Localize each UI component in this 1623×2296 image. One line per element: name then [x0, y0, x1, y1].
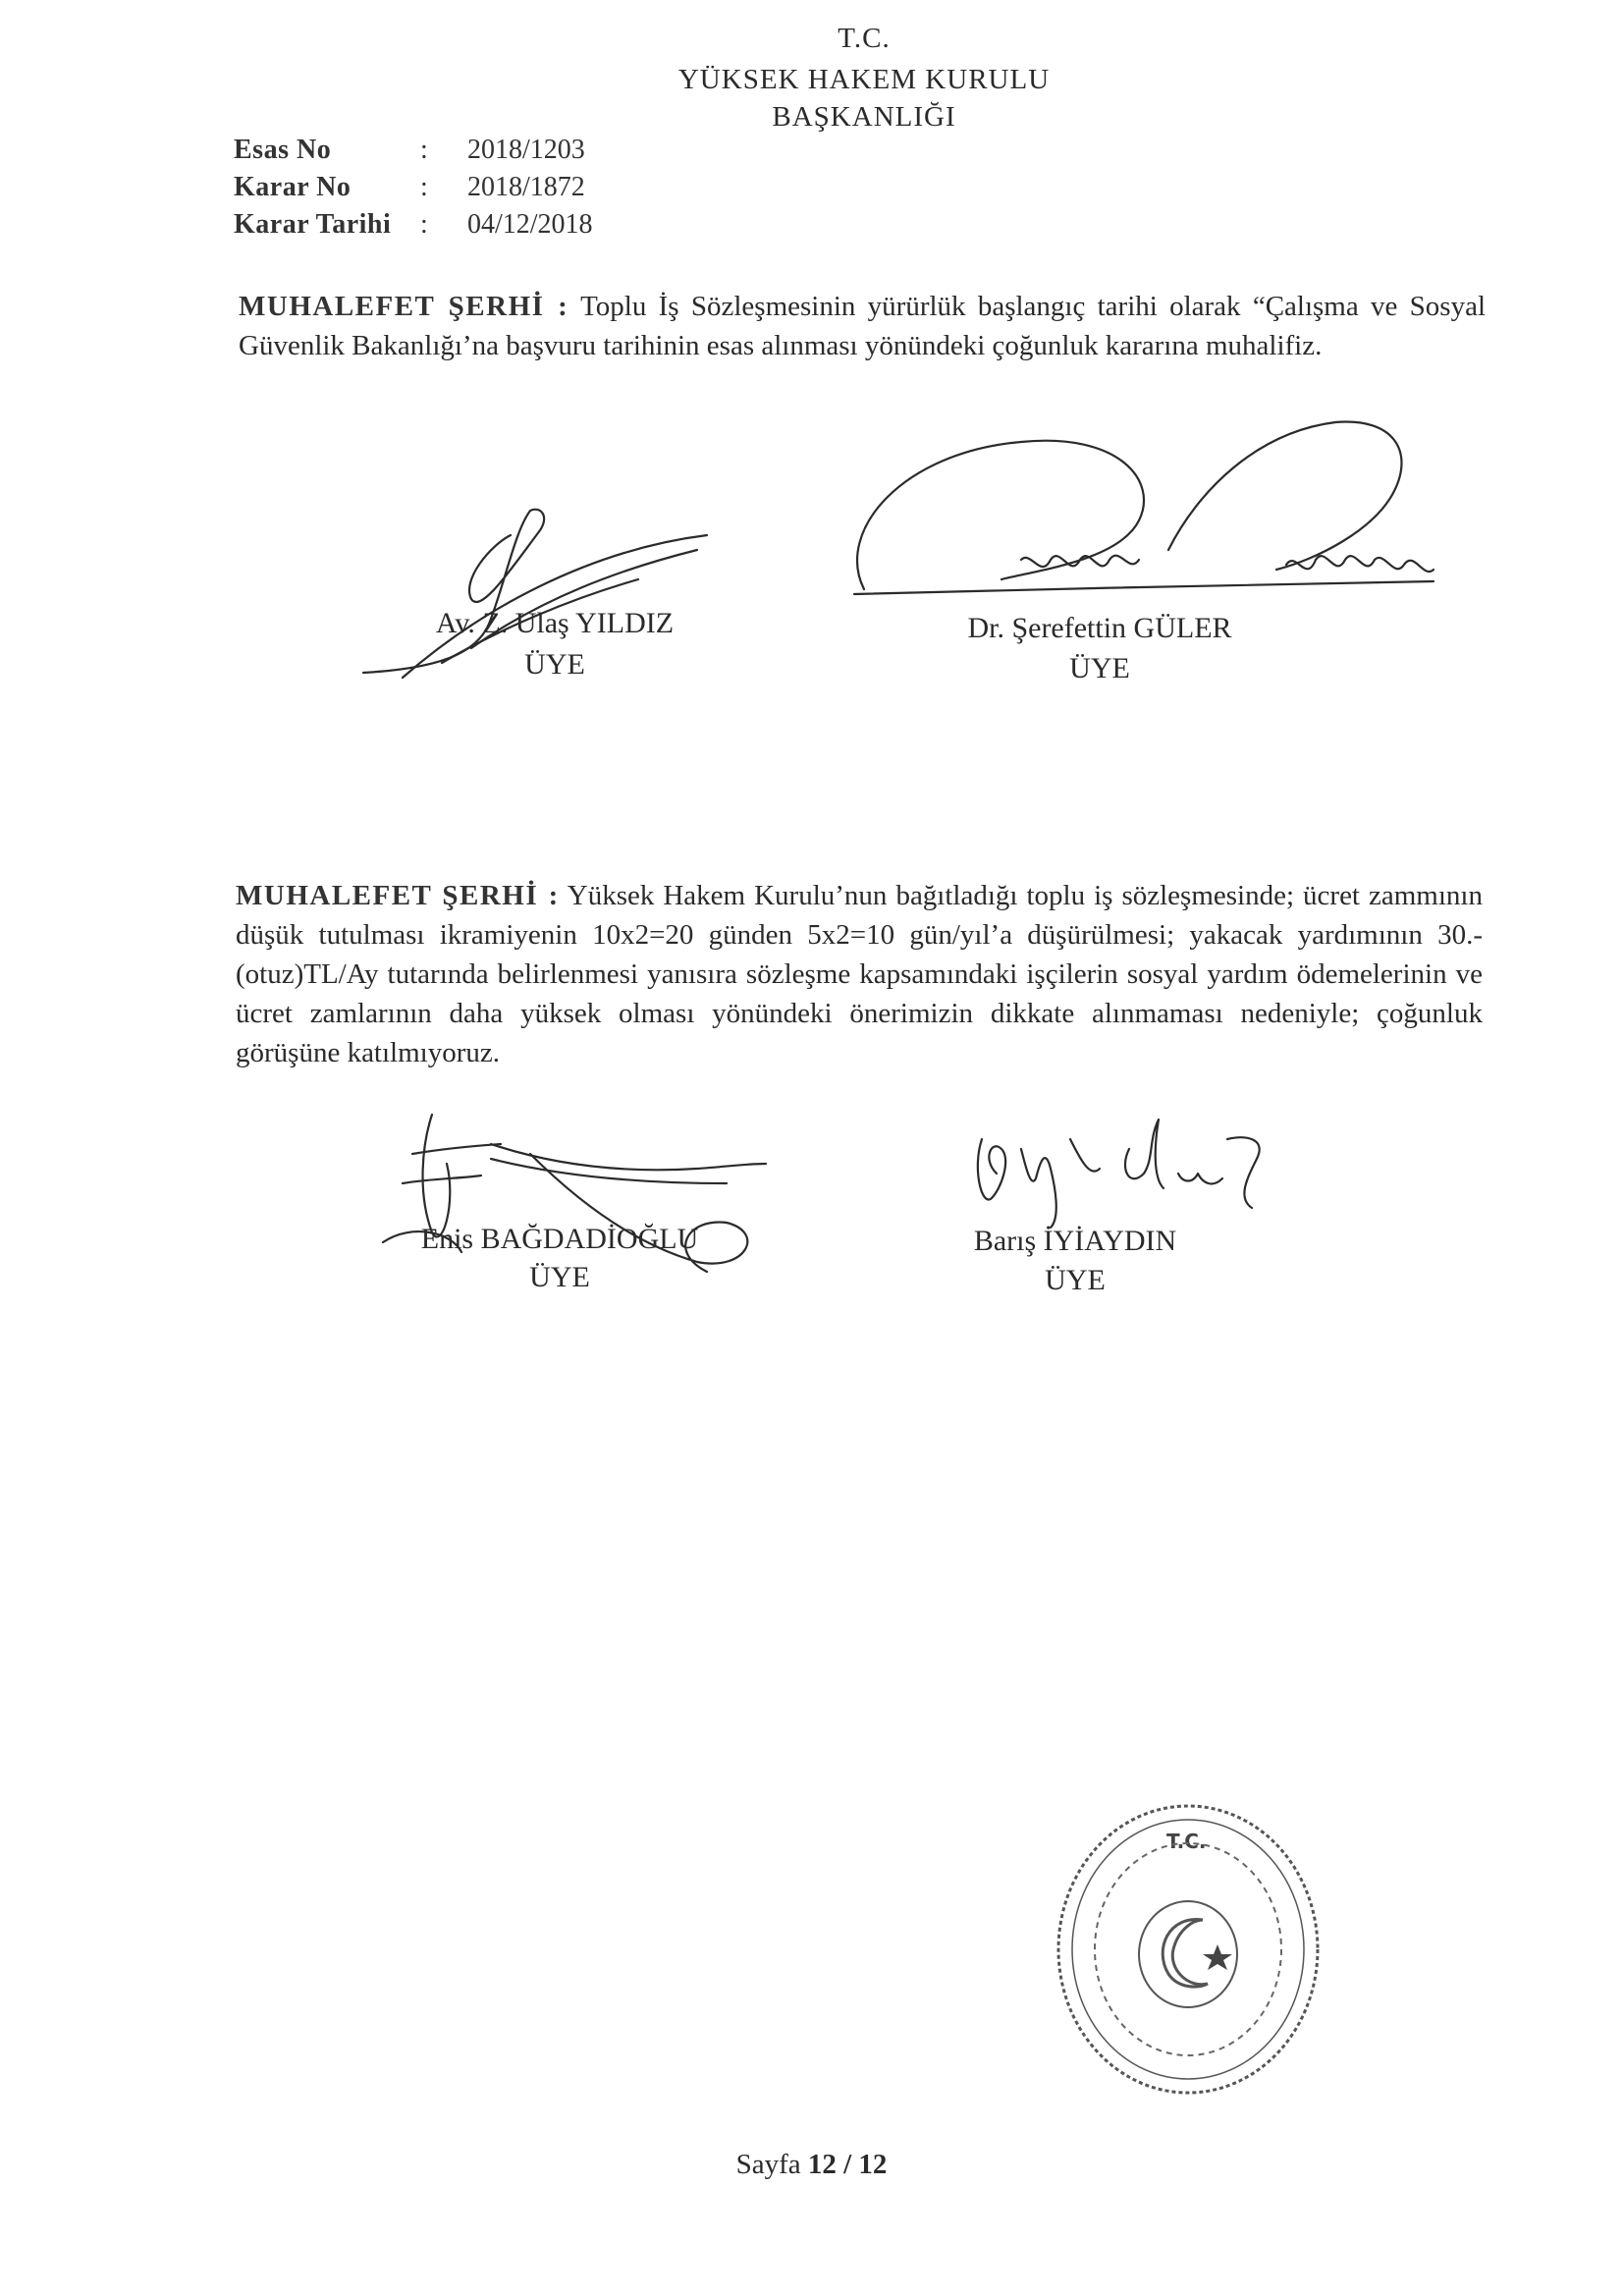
meta-row-esas — [234, 132, 593, 169]
official-seal-stamp — [1051, 1797, 1325, 2102]
meta-value: 04/12/2018 — [467, 209, 593, 240]
dissent-1-lead: MUHALEFET ŞERHİ : — [239, 291, 569, 322]
footer-prefix: Sayfa — [735, 2149, 801, 2180]
meta-sep: : — [420, 209, 428, 240]
signature-iyiaydin — [952, 1080, 1306, 1237]
dissent-2-lead: MUHALEFET ŞERHİ : — [236, 880, 560, 911]
signer-4-role: ÜYE — [1045, 1264, 1106, 1296]
seal-text: T.C. — [1166, 1830, 1207, 1853]
meta-row-tarih — [234, 206, 593, 244]
meta-value: 2018/1872 — [467, 172, 585, 202]
meta-block — [234, 132, 593, 244]
signer-3-name: Enis BAĞDADİOĞLU — [420, 1223, 699, 1255]
signer-4-name: Barış İYİAYDIN — [973, 1225, 1177, 1257]
meta-label: Karar Tarihi — [234, 209, 392, 240]
meta-label: Karar No — [234, 172, 352, 202]
header-institution: YÜKSEK HAKEM KURULU — [677, 64, 1051, 95]
page-footer — [0, 2149, 1623, 2181]
meta-sep: : — [420, 172, 428, 202]
meta-row-karar — [234, 169, 593, 206]
footer-page-number: 12 / 12 — [807, 2149, 888, 2180]
dissent-2 — [236, 876, 1483, 1072]
meta-sep: : — [420, 135, 428, 165]
header-tc: T.C. — [838, 23, 891, 54]
dissent-2-text: Yüksek Hakem Kurulu’nun bağıtladığı toplu iş sözleşmesinde; ücret zammının düşük tutulması ikramiyenin 10x2=20 günden 5x2=10 gün/yıl’a düşürülmesi; yakacak yardımının 30.-(otuz)TL/Ay tutarında belirlenmesi yanısıra sözleşme kapsamındaki işçilerin sosyal yardım ödemelerinin ve ücret zamlarının daha yüksek olması yönündeki önerimizin dikkate alınmaması nedeniyle; çoğunluk görüşüne katılmıyoruz. — [236, 880, 1483, 1068]
dissent-1 — [239, 287, 1486, 365]
signer-2-role: ÜYE — [1069, 652, 1130, 684]
signature-guler — [844, 412, 1473, 638]
dissent-1-text: Toplu İş Sözleşmesinin yürürlük başlangıç tarihi olarak “Çalışma ve Sosyal Güvenlik Bakanlığı’na başvuru tarihinin esas alınması yönündeki çoğunluk kararına muhalifiz. — [239, 291, 1486, 361]
signer-1-name: Av. Z. Ulaş YILDIZ — [435, 607, 675, 639]
meta-label: Esas No — [234, 135, 332, 165]
meta-value: 2018/1203 — [467, 135, 585, 165]
header-office: BAŞKANLIĞI — [772, 101, 956, 133]
signer-2-name: Dr. Şerefettin GÜLER — [967, 612, 1232, 644]
signer-3-role: ÜYE — [529, 1261, 590, 1293]
signer-1-role: ÜYE — [524, 648, 585, 681]
